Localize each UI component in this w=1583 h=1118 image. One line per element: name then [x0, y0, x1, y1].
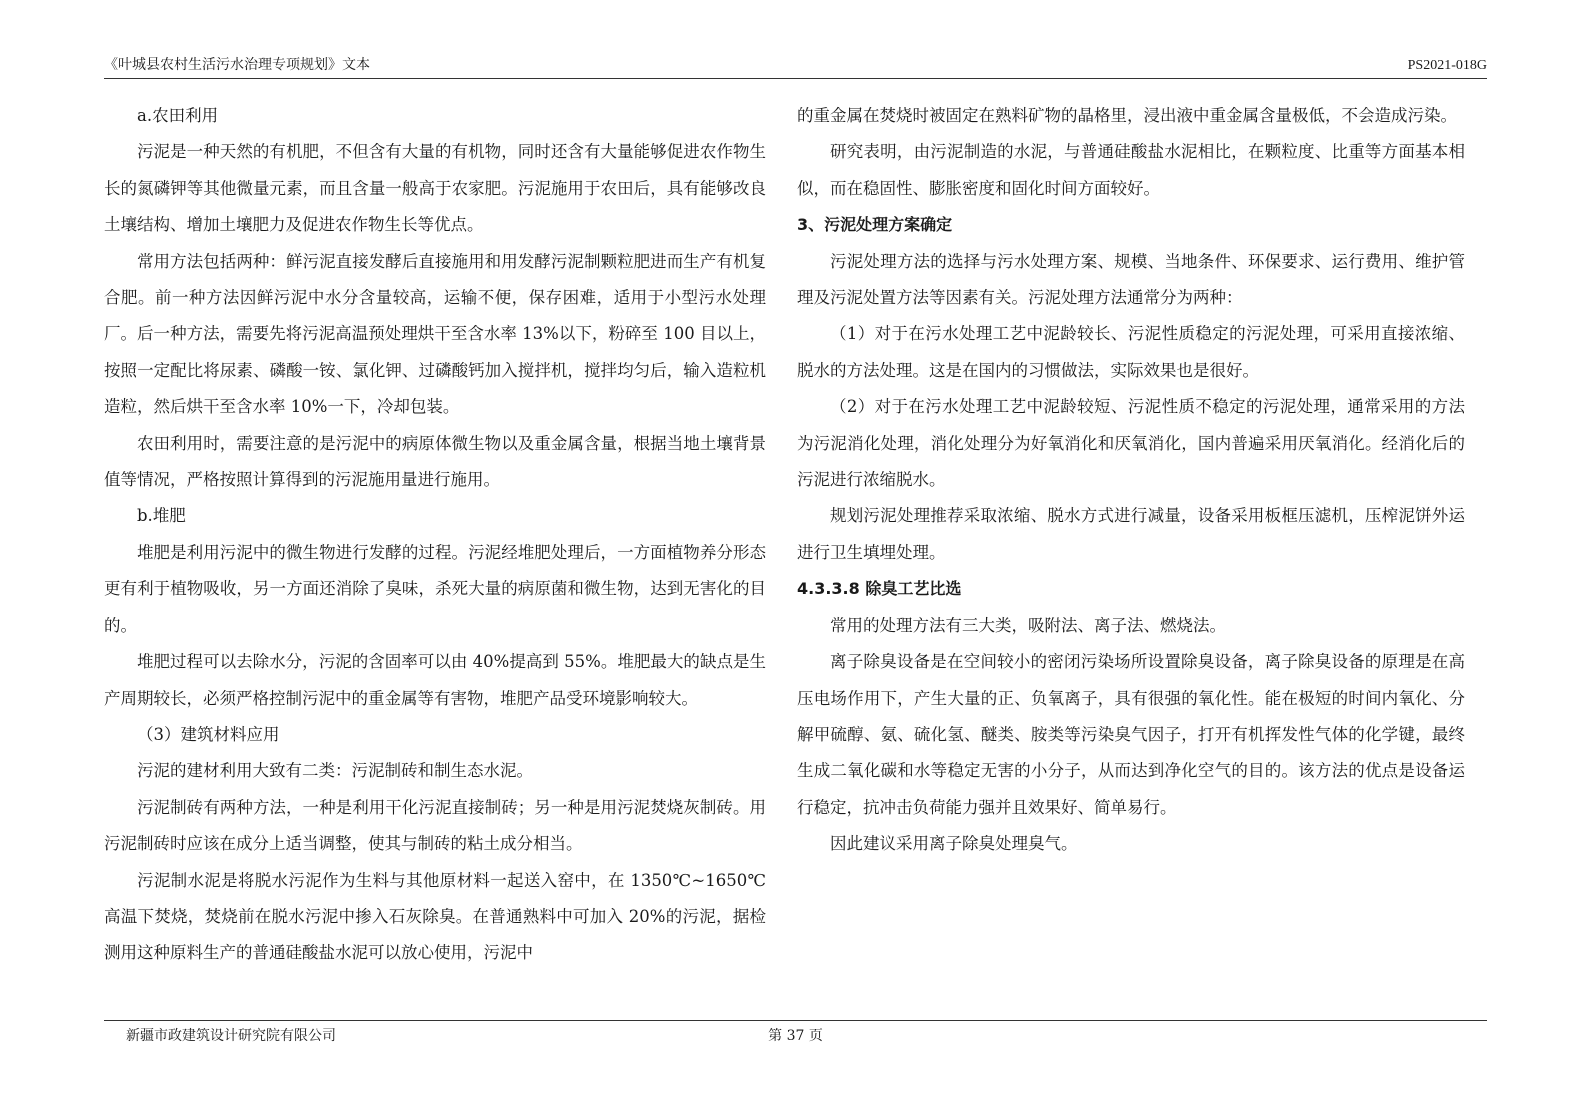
paragraph: 堆肥是利用污泥中的微生物进行发酵的过程。污泥经堆肥处理后，一方面植物养分形态更有利于植物吸收，另一方面还消除了臭味，杀死大量的病原菌和微生物，达到无害化的目的。 [104, 542, 766, 635]
paragraph: 堆肥过程可以去除水分，污泥的含固率可以由 40%提高到 55%。堆肥最大的缺点是生产周期较长，必须严格控制污泥中的重金属等有害物，堆肥产品受环境影响较大。 [104, 652, 766, 708]
page-footer [104, 1020, 1487, 1049]
page-header [104, 52, 1487, 79]
paragraph: 常用方法包括两种：鲜污泥直接发酵后直接施用和用发酵污泥制颗粒肥进而生产有机复合肥。前一种方法因鲜污泥中水分含量较高，运输不便，保存困难，适用于小型污水处理厂。后一种方法，需要先将污泥高温预处理烘干至含水率 13%以下，粉碎至 100 目以上，按照一定配比将尿素、磷酸一铵、氯化钾、过磷酸钙加入搅拌机，搅拌均匀后，输入造粒机造粒，然后烘干至含水率 10%一下，冷却包装。 [104, 251, 766, 417]
paragraph: 污泥制水泥是将脱水污泥作为生料与其他原材料一起送入窑中，在 1350℃~1650℃高温下焚烧，焚烧前在脱水污泥中掺入石灰除臭。在普通熟料中可加入 20%的污泥，据检测用这种原料生产的普通硅酸盐水泥可以放心使用，污泥中 [104, 870, 766, 963]
paragraph: 的重金属在焚烧时被固定在熟料矿物的晶格里，浸出液中重金属含量极低，不会造成污染。 [797, 106, 1457, 125]
section-heading: 4.3.3.8 除臭工艺比选 [797, 579, 962, 599]
subsection-title: （3）建筑材料应用 [137, 724, 280, 744]
right-column [797, 98, 1465, 863]
section-heading: 3、污泥处理方案确定 [797, 215, 953, 235]
paragraph: 污泥制砖有两种方法，一种是利用干化污泥直接制砖；另一种是用污泥焚烧灰制砖。用污泥制砖时应该在成分上适当调整，使其与制砖的粘土成分相当。 [104, 797, 766, 854]
paragraph: 污泥是一种天然的有机肥，不但含有大量的有机物，同时还含有大量能够促进农作物生长的氮磷钾等其他微量元素，而且含量一般高于农家肥。污泥施用于农田后，具有能够改良土壤结构、增加土壤肥力及促进农作物生长等优点。 [104, 142, 766, 235]
paragraph: 因此建议采用离子除臭处理臭气。 [830, 834, 1078, 854]
subsection-title: a.农田利用 [137, 106, 219, 125]
document-title: 《叶城县农村生活污水治理专项规划》文本 [104, 57, 370, 73]
page-number: 第 37 页 [768, 1028, 823, 1044]
paragraph: 污泥处理方法的选择与污水处理方案、规模、当地条件、环保要求、运行费用、维护管理及污泥处置方法等因素有关。污泥处理方法通常分为两种： [797, 251, 1465, 308]
paragraph: 常用的处理方法有三大类，吸附法、离子法、燃烧法。 [830, 615, 1226, 635]
paragraph: 农田利用时，需要注意的是污泥中的病原体微生物以及重金属含量，根据当地土壤背景值等情况，严格按照计算得到的污泥施用量进行施用。 [104, 433, 766, 490]
paragraph: （1）对于在污水处理工艺中泥龄较长、污泥性质稳定的污泥处理，可采用直接浓缩、脱水的方法处理。这是在国内的习惯做法，实际效果也是很好。 [797, 324, 1465, 380]
left-column [104, 98, 766, 972]
company-name: 新疆市政建筑设计研究院有限公司 [126, 1028, 336, 1044]
paragraph: （2）对于在污水处理工艺中泥龄较短、污泥性质不稳定的污泥处理，通常采用的方法为污泥消化处理，消化处理分为好氧消化和厌氧消化，国内普遍采用厌氧消化。经消化后的污泥进行浓缩脱水。 [797, 397, 1465, 490]
paragraph: 污泥的建材利用大致有二类：污泥制砖和制生态水泥。 [137, 761, 533, 781]
paragraph: 离子除臭设备是在空间较小的密闭污染场所设置除臭设备，离子除臭设备的原理是在高压电场作用下，产生大量的正、负氧离子，具有很强的氧化性。能在极短的时间内氧化、分解甲硫醇、氨、硫化氢、醚类、胺类等污染臭气因子，打开有机挥发性气体的化学键，最终生成二氧化碳和水等稳定无害的小分子，从而达到净化空气的目的。该方法的优点是设备运行稳定，抗冲击负荷能力强并且效果好、简单易行。 [797, 652, 1465, 817]
paragraph: 规划污泥处理推荐采取浓缩、脱水方式进行减量，设备采用板框压滤机，压榨泥饼外运进行卫生填埋处理。 [797, 506, 1465, 562]
paragraph: 研究表明，由污泥制造的水泥，与普通硅酸盐水泥相比，在颗粒度、比重等方面基本相似，而在稳固性、膨胀密度和固化时间方面较好。 [797, 142, 1465, 198]
subsection-title: b.堆肥 [137, 506, 186, 526]
document-code: PS2021-018G [1407, 58, 1487, 73]
